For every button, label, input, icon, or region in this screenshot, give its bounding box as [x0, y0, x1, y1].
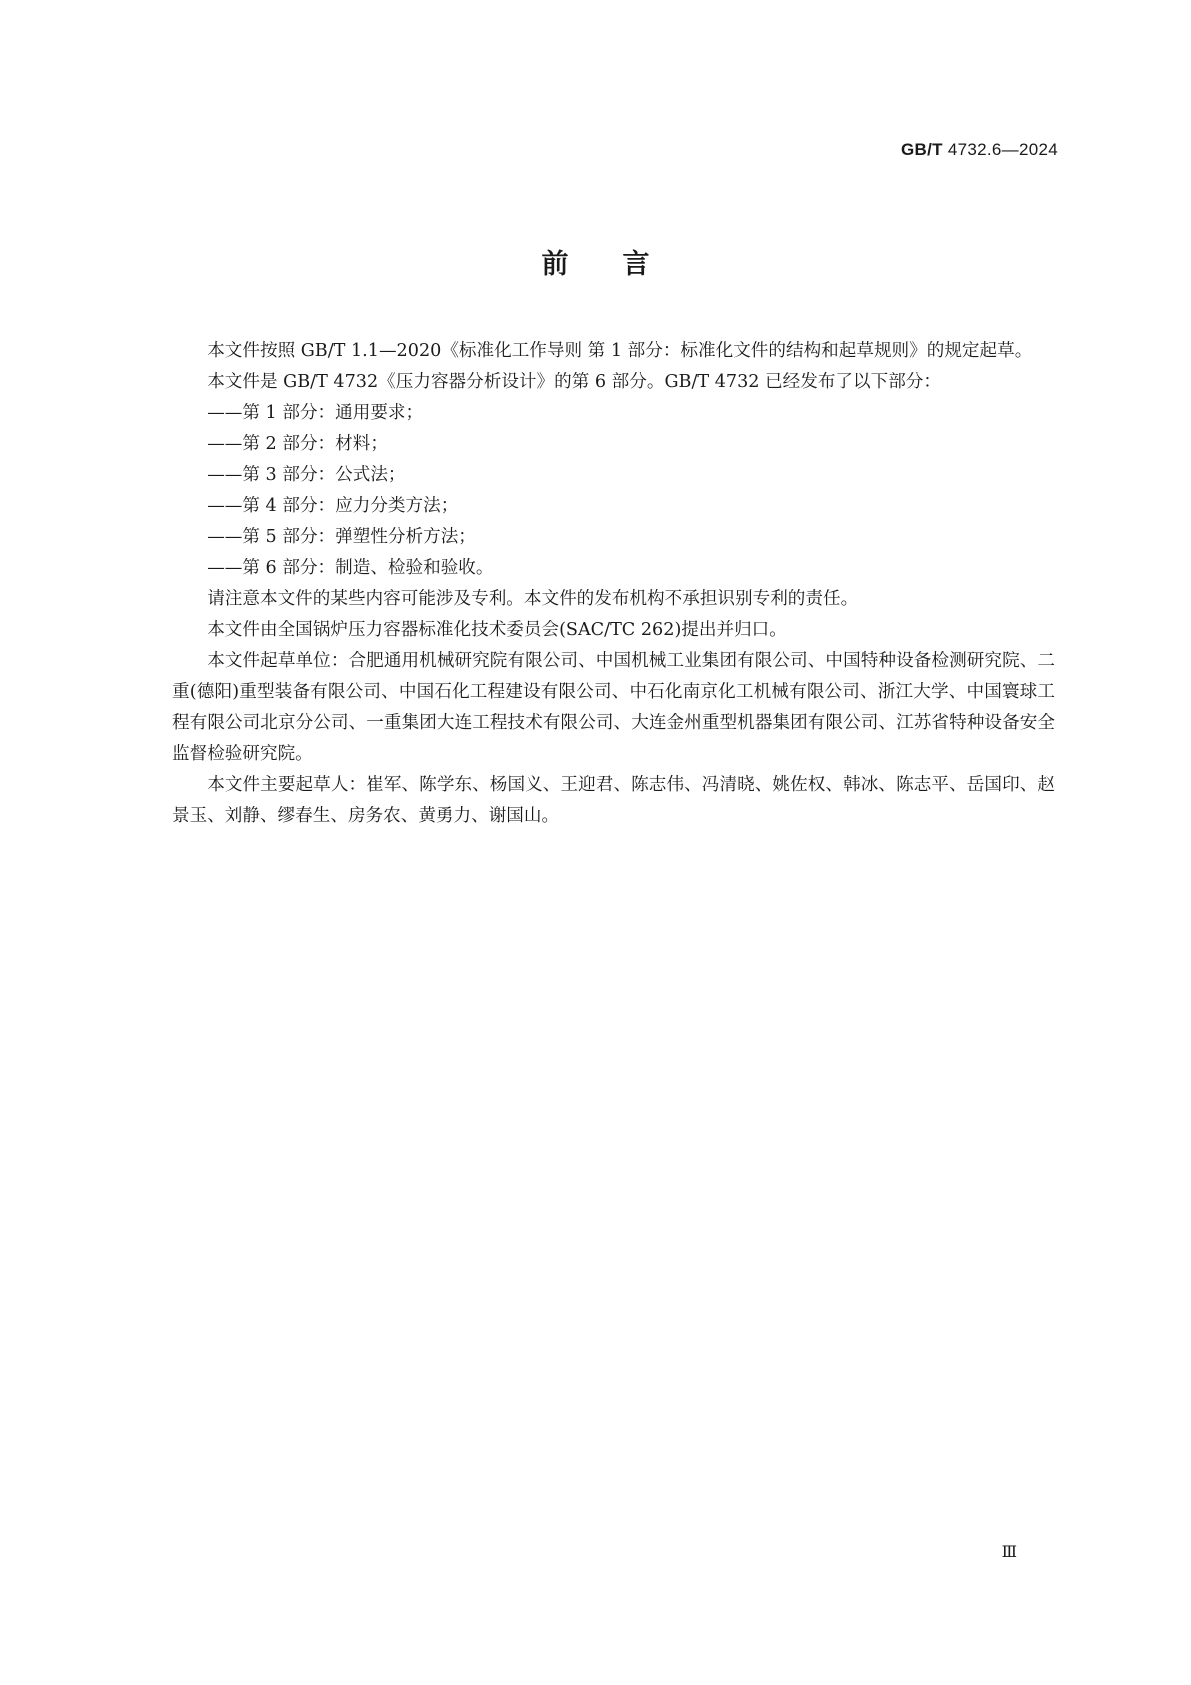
list-item-part-4: ——第 4 部分：应力分类方法；	[207, 496, 459, 516]
standard-prefix: GB/T	[901, 140, 943, 159]
paragraph-drafting-rules: 本文件按照 GB/T 1.1—2020《标准化工作导则 第 1 部分：标准化文件的结构和起草规则》的规定起草。	[207, 341, 1033, 361]
standard-number: 4732.6—2024	[947, 140, 1058, 159]
paragraph-patent-notice: 请注意本文件的某些内容可能涉及专利。本文件的发布机构不承担识别专利的责任。	[207, 589, 859, 609]
list-item-part-1: ——第 1 部分：通用要求；	[207, 403, 424, 423]
paragraph-drafters: 本文件主要起草人：崔军、陈学东、杨国义、王迎君、陈志伟、冯清晓、姚佐权、韩冰、陈志平、岳国印、赵景玉、刘静、缪春生、房务农、黄勇力、谢国山。	[172, 775, 1055, 826]
standard-code	[901, 140, 1058, 160]
list-item-part-3: ——第 3 部分：公式法；	[207, 465, 406, 485]
page-number: Ⅲ	[1001, 1542, 1017, 1561]
page-title: 前言	[541, 249, 704, 280]
list-item-part-2: ——第 2 部分：材料；	[207, 434, 388, 454]
paragraph-series-intro: 本文件是 GB/T 4732《压力容器分析设计》的第 6 部分。GB/T 4732 已经发布了以下部分：	[207, 372, 941, 392]
list-item-part-6: ——第 6 部分：制造、检验和验收。	[207, 558, 494, 578]
paragraph-drafting-units: 本文件起草单位：合肥通用机械研究院有限公司、中国机械工业集团有限公司、中国特种设备检测研究院、二重(德阳)重型装备有限公司、中国石化工程建设有限公司、中石化南京化工机械有限公司、浙江大学、中国寰球工程有限公司北京分公司、一重集团大连工程技术有限公司、大连金州重型机器集团有限公司、江苏省特种设备安全监督检验研究院。	[172, 651, 1055, 764]
list-item-part-5: ——第 5 部分：弹塑性分析方法；	[207, 527, 476, 547]
foreword-body	[172, 336, 1055, 832]
paragraph-committee: 本文件由全国锅炉压力容器标准化技术委员会(SAC/TC 262)提出并归口。	[207, 620, 787, 640]
